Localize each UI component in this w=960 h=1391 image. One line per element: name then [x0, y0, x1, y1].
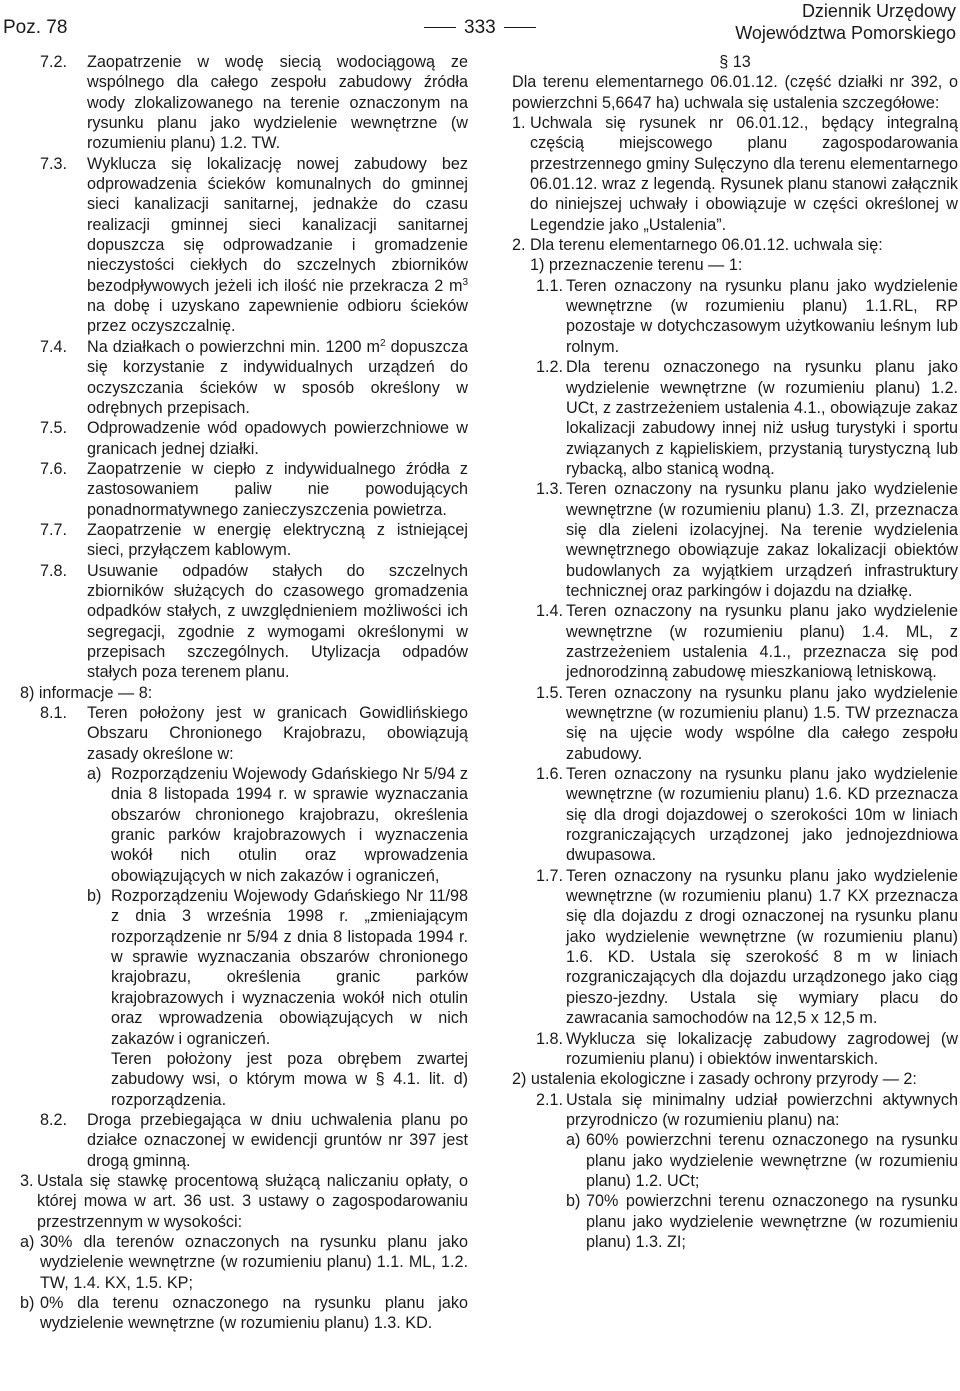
page-header [0, 0, 960, 50]
item-text: Uchwala się rysunek nr 06.01.12., będący integralną częścią miejscowego planu zagospodarowania przestrzennego gminy Sulęczyno dla terenu elementarnego 06.01.12. wraz z legendą. Rysunek planu stanowi załącznik do niniejszej uchwały i obowiązuje w części określonej w Legendzie jako „Ustalenia”. [530, 114, 958, 234]
item-text: 0% dla terenu oznaczonego na rysunku planu jako wydzielenie wewnętrzne (w rozumieniu planu) 1.3. KD. [40, 1293, 468, 1333]
item-text: 1) przeznaczenie terenu — 1: [530, 256, 743, 275]
item-text: Rozporządzeniu Wojewody Gdańskiego Nr 11/98 z dnia 3 września 1998 r. „zmieniającym rozporządzenie nr 5/94 z dnia 8 listopada 1994 r. w sprawie wyznaczania obszarów chronionego krajobrazu, określenia granic parków krajobrazowych i wyznaczenia wokół nich otulin oraz wprowadzenia obowiązujących w nich zakazów i ograniczeń. [111, 887, 468, 1048]
list-item [536, 683, 958, 764]
list-item [512, 1069, 958, 1089]
section-heading: § 13 [719, 53, 751, 71]
item-text: Wyklucza się lokalizację nowej zabudowy bez odprowadzenia ścieków komunalnych do gminnej sieci kanalizacji sanitarnej, jednakże do czasu realizacji gminnej sieci kanalizacji sanitarnej dopuszcza się odprowadzanie i gromadzenie nieczystości ciekłych do szczelnych zbiorników bezodpływowych jeżeli ich ilość nie przekracza 2 $m^3$ na dobę i uzyskano zapewnienie odbioru ścieków przez oczyszczalnię. [87, 154, 468, 336]
list-item [20, 683, 468, 703]
item-number: 1.6. [536, 765, 564, 784]
list-item [40, 418, 468, 459]
item-number: b) [87, 887, 102, 906]
item-number: 7.7. [40, 520, 68, 539]
item-number: 1.5. [536, 683, 564, 702]
item-text: Wyklucza się lokalizację zabudowy zagrodowej (w rozumieniu planu) i obiektów inwentarskich. [566, 1029, 958, 1068]
item-number: 7.5. [40, 419, 68, 438]
list-item [512, 235, 958, 255]
list-item [566, 1130, 958, 1191]
item-number: 2. [512, 236, 526, 255]
item-number: 1. [512, 114, 526, 133]
item-text: Ustala się stawkę procentową służącą naliczaniu opłaty, o której mowa w art. 36 ust. 3 ustawy o zagospodarowaniu przestrzennym w wysokości: [37, 1171, 468, 1231]
item-number: b) [20, 1293, 35, 1312]
list-item [536, 1090, 958, 1131]
right-column [512, 52, 958, 1252]
journal-title-line2: Województwa Pomorskiego [735, 23, 956, 43]
list-item [40, 459, 468, 520]
item-text: 70% powierzchni terenu oznaczonego na rysunku planu jako wydzielenie wewnętrzne (w rozumieniu planu) 1.3. ZI; [586, 1192, 958, 1251]
item-number: 1.7. [536, 866, 564, 885]
list-item [20, 1232, 468, 1293]
item-text: Dla terenu oznaczonego na rysunku planu jako wydzielenie wewnętrzne (w rozumieniu planu) 1.2. UCt, z zastrzeżeniem ustalenia 4.1., obowiązuje zakaz lokalizacji zabudowy innej niż usług turystyki i sportu związanych z kąpieliskiem, przystanią turystyczną lub rybacką, albo stanicą wodną. [566, 358, 958, 478]
item-text: 2) ustalenia ekologiczne i zasady ochrony przyrody — 2: [512, 1070, 917, 1089]
item-number: 7.6. [40, 459, 68, 478]
journal-title-line1: Dziennik Urzędowy [801, 1, 956, 21]
list-item [536, 357, 958, 479]
item-number: 7.2. [40, 53, 68, 71]
item-number: a) [20, 1232, 35, 1251]
item-text: Usuwanie odpadów stałych do szczelnych zbiorników służących do czasowego gromadzenia odpadków stałych, z uwzględnieniem możliwości ich segregacji, zgodnie z wymogami określonymi w przepisach szczególnych. Utylizacja odpadów stałych poza terenem planu. [87, 561, 468, 682]
list-item [536, 866, 958, 1029]
journal-title [735, 0, 956, 44]
list-item [20, 1293, 468, 1334]
item-text: Dla terenu elementarnego 06.01.12. uchwala się: [530, 236, 883, 255]
item-number: 7.8. [40, 561, 68, 580]
list-item [40, 703, 468, 764]
item-text: Zaopatrzenie w energię elektryczną z istniejącej sieci, przyłączem kablowym. [87, 520, 468, 560]
item-number: 1.8. [536, 1029, 564, 1048]
list-item [87, 764, 468, 886]
item-number: 2.1. [536, 1090, 564, 1109]
item-text: 60% powierzchni terenu oznaczonego na rysunku planu jako wydzielenie wewnętrzne (w rozumieniu planu) 1.2. UCt; [586, 1131, 958, 1190]
item-text: Zaopatrzenie w ciepło z indywidualnego źródła z zastosowaniem paliw nie powodujących ponadnormatywnego zanieczyszczenia powietrza. [87, 459, 468, 519]
list-item [40, 520, 468, 561]
item-text: Teren oznaczony na rysunku planu jako wydzielenie wewnętrzne (w rozumieniu planu) 1.7 KX przeznacza się dla dojazdu z drogi oznaczonej na rysunku planu jako wydzielenie wewnętrzne (w rozumieniu planu) 1.6. KD. Ustala się szerokość 8 m w liniach rozgraniczających dla dojazdu urządzonego jako ciąg pieszo-jezdny. Ustala się wymiary placu do zawracania samochodów na 12,5 x 12,5 m. [566, 866, 958, 1028]
list-item [536, 764, 958, 866]
dash-left [424, 27, 456, 28]
list-item [40, 1110, 468, 1171]
list-item [566, 1191, 958, 1252]
list-item [536, 1029, 958, 1070]
item-text: Ustala się minimalny udział powierzchni aktywnych przyrodniczo (w rozumieniu planu) na: [566, 1090, 958, 1129]
item-number: 8.2. [40, 1110, 68, 1129]
item-number: 3. [20, 1171, 34, 1190]
item-number: 1.3. [536, 480, 564, 499]
item-number: 7.4. [40, 337, 68, 356]
item-number: a) [566, 1131, 581, 1150]
item-text: 30% dla terenów oznaczonych na rysunku planu jako wydzielenie wewnętrzne (w rozumieniu planu) 1.1. ML, 1.2. TW, 1.4. KX, 1.5. KP; [40, 1232, 468, 1292]
item-text: Odprowadzenie wód opadowych powierzchniowe w granicach jednej działki. [87, 419, 468, 458]
list-item [512, 113, 958, 235]
item-text: Teren położony jest poza obrębem zwartej zabudowy wsi, o którym mowa w § 4.1. lit. d) rozporządzenia. [111, 1049, 468, 1109]
list-item [536, 276, 958, 357]
item-text: Teren oznaczony na rysunku planu jako wydzielenie wewnętrzne (w rozumieniu planu) 1.5. TW przeznacza się na ujęcie wody wspólne dla całego zespołu zabudowy. [566, 683, 958, 763]
list-item [111, 1049, 468, 1110]
item-text: Rozporządzeniu Wojewody Gdańskiego Nr 5/94 z dnia 8 listopada 1994 r. w sprawie wyznaczania obszarów chronionego krajobrazu, określenia granic parków krajobrazowych i wyznaczenia wokół nich otulin oraz wprowadzenia obowiązujących w nich zakazów i ograniczeń, [111, 765, 468, 885]
list-item [40, 52, 468, 154]
item-number: 1.1. [536, 276, 564, 295]
item-text: Teren oznaczony na rysunku planu jako wydzielenie wewnętrzne (w rozumieniu planu) 1.1.RL, RP pozostaje w dotychczasowym użytkowaniu leśnym lub rolnym. [566, 276, 958, 356]
item-text: Teren oznaczony na rysunku planu jako wydzielenie wewnętrzne (w rozumieniu planu) 1.3. ZI, przeznacza się dla zieleni izolacyjnej. Na terenie wydzielenia wewnętrznego obowiązuje zakaz lokalizacji obiektów budowlanych za wyjątkiem urządzeń infrastruktury technicznej oraz parkingów i dojazdu na działkę. [566, 480, 958, 600]
list-item [20, 1171, 468, 1232]
page-position: Poz. 78 [3, 17, 68, 38]
list-item [536, 479, 958, 601]
page-number [416, 17, 544, 39]
list-item [40, 337, 468, 418]
item-number: 8.1. [40, 704, 68, 722]
item-text: Teren położony jest w granicach Gowidlińskiego Obszaru Chronionego Krajobrazu, obowiązują zasady określone w: [87, 704, 468, 763]
item-text: Droga przebiegająca w dniu uchwalenia planu po działce oznaczonej w ewidencji gruntów nr 397 jest drogą gminną. [87, 1110, 468, 1170]
section-intro: Dla terenu elementarnego 06.01.12. (część działki nr 392, o powierzchni 5,6647 ha) uchwala się ustalenia szczegółowe: [512, 73, 958, 112]
list-item [40, 154, 468, 337]
item-text: Teren oznaczony na rysunku planu jako wydzielenie wewnętrzne (w rozumieniu planu) 1.4. ML, z zastrzeżeniem ustalenia 4.1., przeznacza się pod jednorodzinną zabudowę mieszkaniową letniskową. [566, 602, 958, 682]
item-text: Na działkach o powierzchni min. 1200 $m^2$ dopuszcza się korzystanie z indywidualnych urządzeń do oczyszczania ścieków w sposób określony w odrębnych przepisach. [87, 337, 468, 417]
list-item [40, 561, 468, 683]
list-item [87, 886, 468, 1049]
page-number-value: 333 [464, 17, 496, 38]
item-number: 7.3. [40, 154, 68, 173]
left-column [20, 52, 468, 1334]
item-number: 1.2. [536, 358, 564, 377]
right-items [512, 113, 958, 1252]
item-text: 8) informacje — 8: [20, 683, 153, 702]
dash-right [504, 27, 536, 28]
item-number: a) [87, 765, 102, 784]
list-item [536, 601, 958, 682]
item-text: Zaopatrzenie w wodę siecią wodociągową ze wspólnego dla całego zespołu zabudowy źródła wody zlokalizowanego na terenie oznaczonym na rysunku planu jako wydzielenie wewnętrzne (w rozumieniu planu) 1.2. TW. [87, 53, 468, 153]
item-number: 1.4. [536, 602, 564, 621]
list-item [512, 255, 958, 275]
item-text: Teren oznaczony na rysunku planu jako wydzielenie wewnętrzne (w rozumieniu planu) 1.6. KD przeznacza się dla drogi dojazdowej o szerokości 10m w liniach rozgraniczających urządzonej jako jednojezdniowa dwupasowa. [566, 765, 958, 865]
item-number: b) [566, 1192, 581, 1211]
